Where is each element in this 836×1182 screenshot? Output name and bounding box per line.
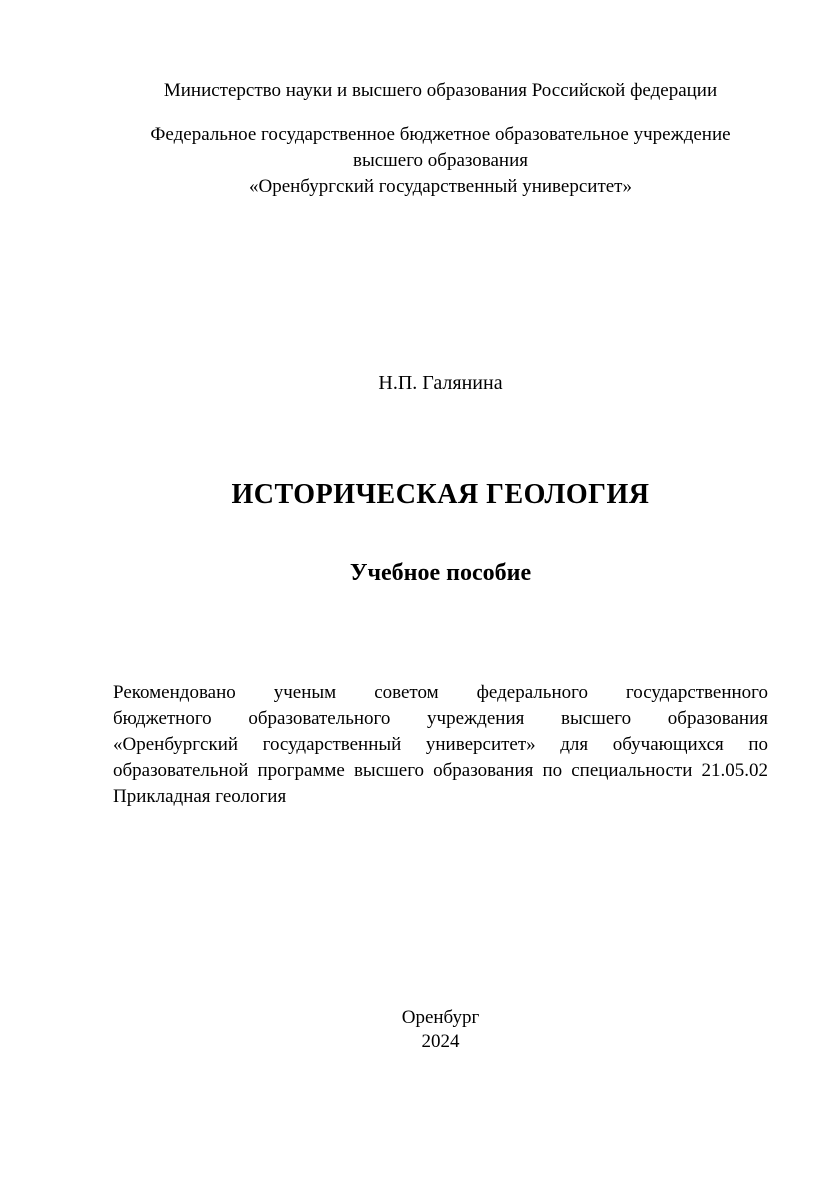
imprint-block (113, 1006, 768, 1054)
author-name: Н.П. Галянина (378, 372, 503, 394)
imprint-city: Оренбург (401, 1007, 480, 1028)
recommendation-line-3: «Оренбургский государственный университет» для обучающихся по (113, 734, 768, 755)
institution-line-2: высшего образования (352, 150, 529, 171)
recommendation-line-5: Прикладная геология (113, 786, 287, 807)
institution-block (113, 122, 768, 200)
recommendation-line-2: бюджетного образовательного учреждения высшего образования (113, 708, 768, 729)
ministry-line: Министерство науки и высшего образования Российской федерации (163, 80, 718, 101)
institution-line-1: Федеральное государственное бюджетное образовательное учреждение (150, 124, 731, 145)
recommendation-line-4: образовательной программе высшего образования по специальности 21.05.02 (113, 760, 768, 781)
recommendation-paragraph (113, 680, 768, 810)
book-title: ИСТОРИЧЕСКАЯ ГЕОЛОГИЯ (231, 479, 650, 510)
recommendation-line-1: Рекомендовано ученым советом федерального государственного (113, 682, 768, 703)
imprint-year: 2024 (421, 1031, 460, 1052)
institution-line-3: «Оренбургский государственный университет» (248, 176, 632, 197)
book-subtitle: Учебное пособие (349, 560, 532, 586)
